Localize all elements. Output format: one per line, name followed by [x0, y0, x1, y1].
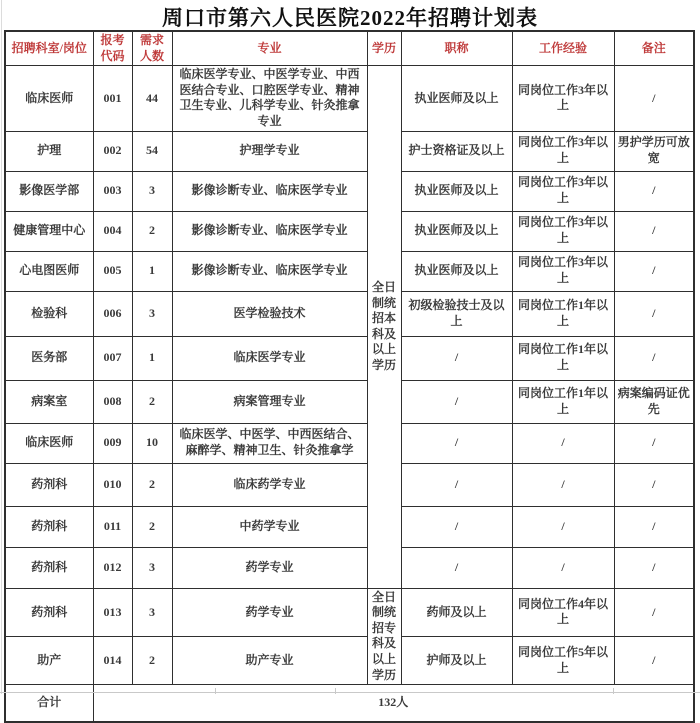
table-row: [5, 66, 694, 131]
count-cell: 2: [132, 463, 172, 506]
note-cell: /: [614, 588, 694, 637]
table-row: [5, 251, 694, 291]
title-cell: 执业医师及以上: [401, 66, 512, 131]
table-row: [5, 463, 694, 506]
count-cell: 10: [132, 423, 172, 463]
dept-cell: 药剂科: [5, 547, 93, 588]
major-cell: 影像诊断专业、临床医学专业: [172, 211, 367, 251]
cutoff-grid-stub: [613, 688, 614, 694]
code-cell: 005: [93, 251, 132, 291]
experience-cell: /: [512, 506, 614, 547]
table-row: [5, 131, 694, 171]
dept-cell: 药剂科: [5, 588, 93, 637]
experience-cell: 同岗位工作5年以上: [512, 637, 614, 685]
count-cell: 2: [132, 380, 172, 423]
major-cell: 病案管理专业: [172, 380, 367, 423]
note-cell: /: [614, 251, 694, 291]
page-title: 周口市第六人民医院2022年招聘计划表: [162, 6, 538, 30]
experience-cell: 同岗位工作3年以上: [512, 66, 614, 131]
header-count: 需求人数: [132, 31, 172, 66]
dept-cell: 医务部: [5, 336, 93, 380]
code-cell: 007: [93, 336, 132, 380]
cutoff-grid-stub: [335, 688, 336, 694]
code-cell: 003: [93, 171, 132, 211]
title-cell: 药师及以上: [401, 588, 512, 637]
dept-cell: 检验科: [5, 291, 93, 336]
title-cell: /: [401, 506, 512, 547]
experience-cell: 同岗位工作3年以上: [512, 251, 614, 291]
code-cell: 006: [93, 291, 132, 336]
header-row: [5, 31, 694, 66]
page-left-edge-line: [1, 0, 2, 694]
code-cell: 012: [93, 547, 132, 588]
dept-cell: 药剂科: [5, 463, 93, 506]
experience-cell: /: [512, 463, 614, 506]
code-cell: 001: [93, 66, 132, 131]
note-cell: 病案编码证优先: [614, 380, 694, 423]
experience-cell: 同岗位工作3年以上: [512, 171, 614, 211]
dept-cell: 病案室: [5, 380, 93, 423]
table-row: [5, 336, 694, 380]
table-row: [5, 380, 694, 423]
note-cell: /: [614, 506, 694, 547]
experience-cell: 同岗位工作1年以上: [512, 291, 614, 336]
count-cell: 2: [132, 211, 172, 251]
experience-cell: /: [512, 547, 614, 588]
title-cell: 执业医师及以上: [401, 251, 512, 291]
code-cell: 002: [93, 131, 132, 171]
count-cell: 3: [132, 588, 172, 637]
count-cell: 3: [132, 547, 172, 588]
cutoff-grid-stub: [215, 688, 216, 694]
dept-cell: 影像医学部: [5, 171, 93, 211]
header-dept: 招聘科室/岗位: [5, 31, 93, 66]
note-cell: /: [614, 463, 694, 506]
title-cell: 执业医师及以上: [401, 171, 512, 211]
count-cell: 54: [132, 131, 172, 171]
total-row: [5, 685, 694, 722]
experience-cell: 同岗位工作1年以上: [512, 380, 614, 423]
code-cell: 013: [93, 588, 132, 637]
table-row: [5, 588, 694, 637]
major-cell: 临床医学专业、中医学专业、中西医结合专业、口腔医学专业、精神卫生专业、儿科学专业、针灸推拿专业: [172, 66, 367, 131]
note-cell: /: [614, 336, 694, 380]
dept-cell: 心电图医师: [5, 251, 93, 291]
major-cell: 药学专业: [172, 588, 367, 637]
count-cell: 2: [132, 506, 172, 547]
title-cell: /: [401, 423, 512, 463]
dept-cell: 助产: [5, 637, 93, 685]
note-cell: /: [614, 637, 694, 685]
table-row: [5, 211, 694, 251]
count-cell: 2: [132, 637, 172, 685]
dept-cell: 护理: [5, 131, 93, 171]
major-cell: 临床医学专业: [172, 336, 367, 380]
note-cell: /: [614, 211, 694, 251]
dept-cell: 健康管理中心: [5, 211, 93, 251]
experience-cell: 同岗位工作4年以上: [512, 588, 614, 637]
note-cell: /: [614, 547, 694, 588]
code-cell: 011: [93, 506, 132, 547]
code-cell: 010: [93, 463, 132, 506]
table-row: [5, 423, 694, 463]
major-cell: 医学检验技术: [172, 291, 367, 336]
table-row: [5, 291, 694, 336]
table-row: [5, 637, 694, 685]
major-cell: 药学专业: [172, 547, 367, 588]
header-experience: 工作经验: [512, 31, 614, 66]
header-education: 学历: [367, 31, 401, 66]
header-title: 职称: [401, 31, 512, 66]
header-note: 备注: [614, 31, 694, 66]
major-cell: 临床医学、中医学、中西医结合、麻醉学、精神卫生、针灸推拿学: [172, 423, 367, 463]
experience-cell: 同岗位工作3年以上: [512, 131, 614, 171]
major-cell: 助产专业: [172, 637, 367, 685]
title-cell: 护师及以上: [401, 637, 512, 685]
title-cell: /: [401, 336, 512, 380]
major-cell: 中药学专业: [172, 506, 367, 547]
education-cell: 全日制统招专科及以上学历: [367, 588, 401, 685]
recruitment-table: [4, 30, 695, 723]
total-label-cell: 合计: [5, 685, 93, 722]
count-cell: 3: [132, 291, 172, 336]
count-cell: 1: [132, 251, 172, 291]
table-row: [5, 547, 694, 588]
experience-cell: 同岗位工作1年以上: [512, 336, 614, 380]
title-cell: 执业医师及以上: [401, 211, 512, 251]
experience-cell: 同岗位工作3年以上: [512, 211, 614, 251]
table-row: [5, 171, 694, 211]
total-value-cell: 132人: [93, 685, 694, 722]
major-cell: 影像诊断专业、临床医学专业: [172, 251, 367, 291]
major-cell: 临床药学专业: [172, 463, 367, 506]
header-major: 专业: [172, 31, 367, 66]
note-cell: /: [614, 423, 694, 463]
table-row: [5, 506, 694, 547]
title-cell: 初级检验技士及以上: [401, 291, 512, 336]
experience-cell: /: [512, 423, 614, 463]
dept-cell: 临床医师: [5, 423, 93, 463]
code-cell: 009: [93, 423, 132, 463]
code-cell: 004: [93, 211, 132, 251]
code-cell: 014: [93, 637, 132, 685]
note-cell: /: [614, 171, 694, 211]
count-cell: 44: [132, 66, 172, 131]
note-cell: /: [614, 291, 694, 336]
note-cell: 男护学历可放宽: [614, 131, 694, 171]
title-cell: 护士资格证及以上: [401, 131, 512, 171]
dept-cell: 临床医师: [5, 66, 93, 131]
major-cell: 护理学专业: [172, 131, 367, 171]
education-cell: 全日制统招本科及以上学历: [367, 66, 401, 588]
title-cell: /: [401, 380, 512, 423]
code-cell: 008: [93, 380, 132, 423]
dept-cell: 药剂科: [5, 506, 93, 547]
title-cell: /: [401, 463, 512, 506]
count-cell: 3: [132, 171, 172, 211]
header-code: 报考代码: [93, 31, 132, 66]
title-cell: /: [401, 547, 512, 588]
major-cell: 影像诊断专业、临床医学专业: [172, 171, 367, 211]
cutoff-next-row-line: [0, 692, 700, 693]
note-cell: /: [614, 66, 694, 131]
count-cell: 1: [132, 336, 172, 380]
